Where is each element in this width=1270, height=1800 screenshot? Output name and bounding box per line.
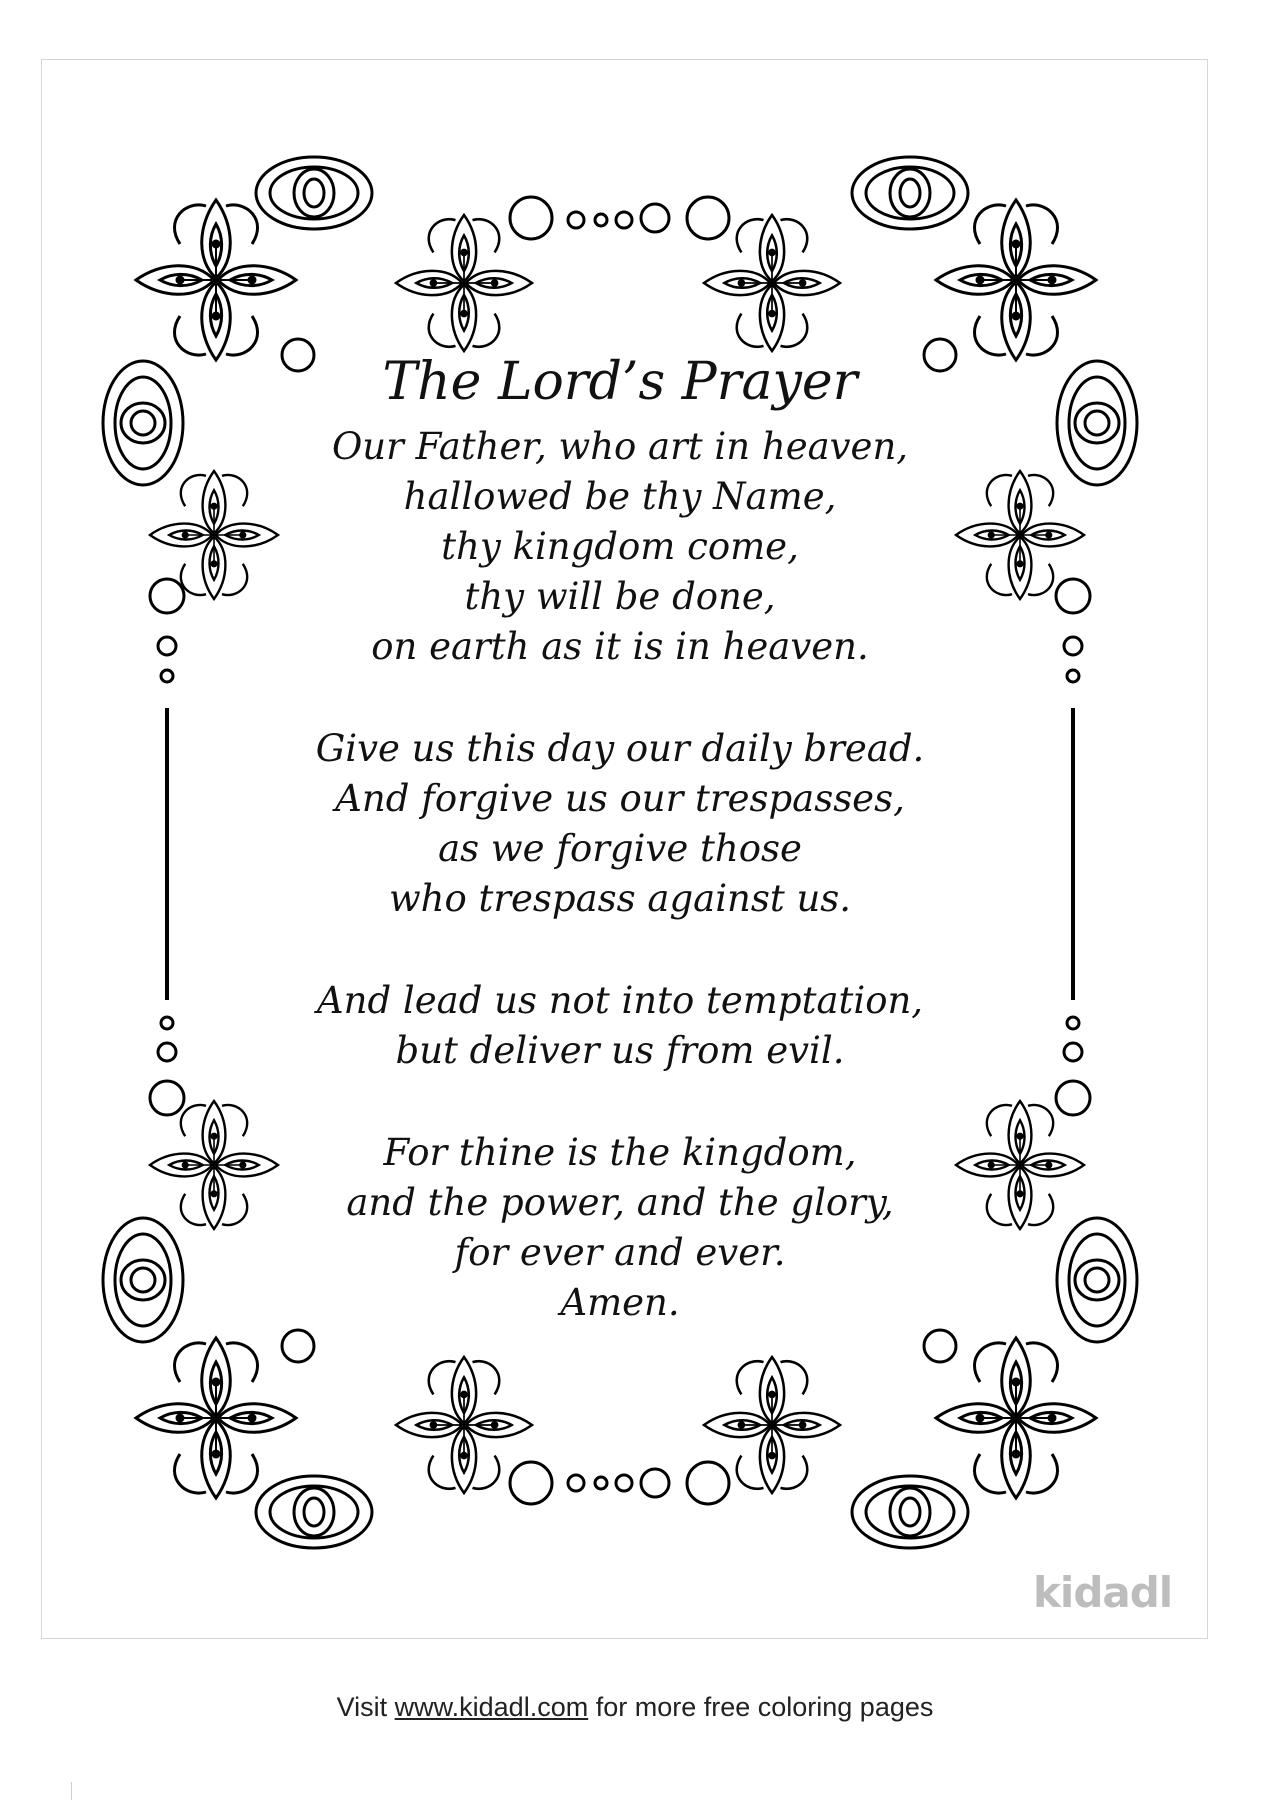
stanza xyxy=(230,1128,1010,1328)
prayer-line: but deliver us from evil. xyxy=(395,1029,845,1072)
flower-ornament xyxy=(936,200,1096,360)
eye-ornament xyxy=(103,1218,183,1342)
prayer-line: And forgive us our trespasses, xyxy=(335,777,905,820)
stanza xyxy=(230,976,1010,1076)
prayer-line: on earth as it is in heaven. xyxy=(371,625,869,668)
flower-ornament xyxy=(704,215,840,351)
prayer-text xyxy=(230,350,1010,1380)
eye-ornament xyxy=(852,157,968,229)
eye-ornament xyxy=(256,157,372,229)
prayer-line: Our Father, who art in heaven, xyxy=(331,425,909,468)
prayer-line: thy will be done, xyxy=(464,575,776,618)
prayer-line: as we forgive those xyxy=(438,827,802,870)
eye-ornament xyxy=(256,1476,372,1548)
footer-note xyxy=(0,1692,1270,1723)
prayer-line: For thine is the kingdom, xyxy=(383,1131,857,1174)
edge-divider xyxy=(71,1782,72,1800)
prayer-line: and the power, and the glory, xyxy=(346,1181,894,1224)
stanza xyxy=(230,422,1010,672)
prayer-line: Amen. xyxy=(560,1281,680,1324)
prayer-line: And lead us not into temptation, xyxy=(316,979,924,1022)
prayer-line: for ever and ever. xyxy=(454,1231,786,1274)
footer-prefix: Visit xyxy=(336,1692,395,1722)
flower-ornament xyxy=(136,200,296,360)
kidadl-website-link[interactable]: www.kidadl.com xyxy=(394,1692,589,1722)
footer-suffix: for more free coloring pages xyxy=(588,1692,934,1722)
eye-ornament xyxy=(852,1476,968,1548)
stanza xyxy=(230,724,1010,924)
eye-ornament xyxy=(1057,1218,1137,1342)
page-title: The Lord’s Prayer xyxy=(382,352,858,412)
prayer-line: thy kingdom come, xyxy=(441,525,799,568)
prayer-line: who trespass against us. xyxy=(388,877,852,920)
eye-ornament xyxy=(103,361,183,485)
prayer-line: Give us this day our daily bread. xyxy=(315,727,925,770)
eye-ornament xyxy=(1057,361,1137,485)
prayer-line: hallowed be thy Name, xyxy=(403,475,837,518)
flower-ornament xyxy=(396,215,532,351)
kidadl-watermark-logo: kidadl xyxy=(1033,1568,1173,1617)
